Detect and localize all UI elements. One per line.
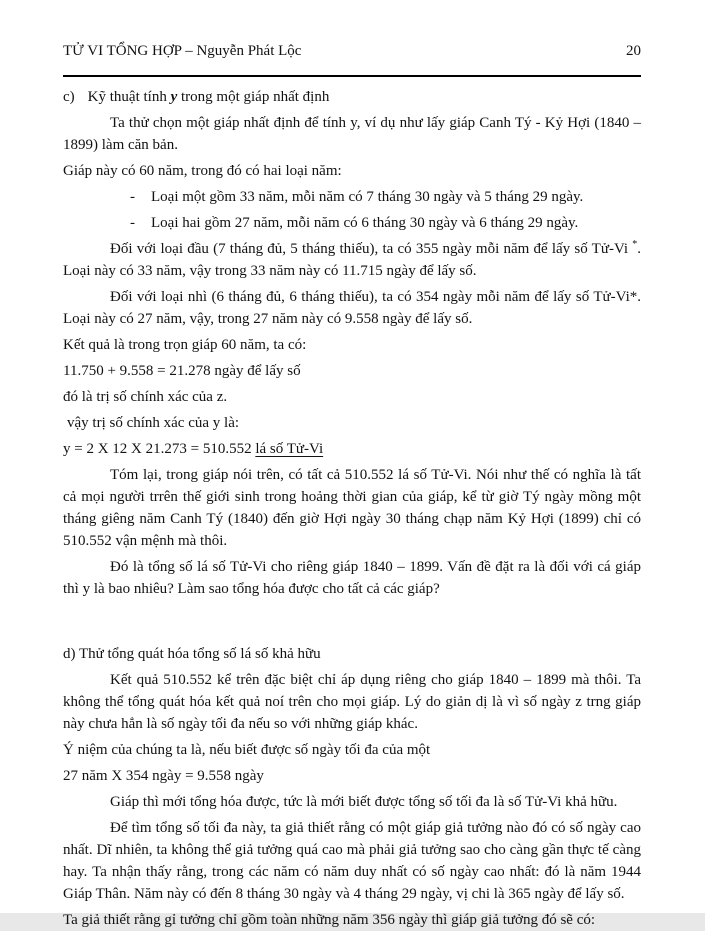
bullet-text: Loại hai gồm 27 năm, mỗi năm có 6 tháng 30 ngày và 6 tháng 29 ngày. — [151, 215, 579, 231]
footnote-asterisk: * — [632, 239, 638, 250]
paragraph-c6: đó là trị số chính xác của z. — [63, 389, 228, 405]
formula-y — [63, 438, 641, 460]
formula-y-expression: y = 2 X 12 X 21.273 = 510.552 — [63, 441, 256, 457]
paragraph-c7: vậy trị số chính xác của y là: — [67, 415, 240, 431]
section-c-heading — [63, 86, 641, 108]
list-item — [63, 212, 641, 234]
paragraph-c5: Kết quả là trong trọn giáp 60 năm, ta có: — [63, 337, 307, 353]
page-header — [63, 40, 641, 62]
paragraph-d1: Kết quả 510.552 kể trên đặc biệt chỉ áp dụng riêng cho giáp 1840 – 1899 mà thôi. Ta không thể tổng quát hóa kết quả noí trên cho mọi giáp. Lý do giản dị là vì số ngày z trng giáp này chưa hẳn là số ngày tối đa nếu so với những giáp khác. — [63, 672, 641, 732]
paragraph-c4: Đối với loại nhì (6 tháng đủ, 6 tháng thiếu), ta có 354 ngày mỗi năm để lấy số Tử-Vi*. Loại này có 27 năm, vậy, trong 27 năm này có 9.558 ngày để lấy số. — [63, 289, 641, 327]
paragraph-d4: Để tìm tổng số tối đa này, ta giả thiết rằng có một giáp giả tưởng nào đó có số ngày cao nhất. Dĩ nhiên, ta không thể giả tưởng quá cao mà phải giả tưởng sao cho càng gần thực tế càng hay. Ta nhận thấy rằng, trong các năm có năm duy nhất có số ngày cao nhất: đó là năm 1944 Giáp Thân. Năm này có đến 8 tháng 30 ngày và 4 tháng 29 ngày, vị chi là 365 ngày để lấy số. — [63, 820, 641, 902]
paragraph-c2: Giáp này có 60 năm, trong đó có hai loại năm: — [63, 163, 342, 179]
formula-y-underlined-label: lá số Tử-Vi — [255, 441, 324, 457]
bullet-dash: - — [130, 189, 135, 205]
paragraph-c1: Ta thử chọn một giáp nhất định để tính y, ví dụ như lấy giáp Canh Tý - Kỷ Hợi (1840 – 1899) làm căn bản. — [63, 115, 641, 153]
section-c-marker: c) — [63, 89, 75, 105]
section-c-title-post: trong một giáp nhất định — [177, 89, 330, 105]
paragraph-c9: Đó là tổng số lá số Tử-Vi cho riêng giáp 1840 – 1899. Vấn đề đặt ra là đối với cá giáp thì y là bao nhiêu? Làm sao tổng hóa được cho tất cả các giáp? — [63, 559, 641, 597]
paragraph-d3: Giáp thì mới tổng hóa được, tức là mới biết được tổng số tối đa là số Tử-Vi khả hữu. — [110, 794, 618, 810]
section-c-title-pre: Kỹ thuật tính — [87, 89, 171, 105]
paragraph-c8: Tóm lại, trong giáp nói trên, có tất cả 510.552 lá số Tử-Vi. Nói như thế có nghĩa là tất cả mọi người trrên thế giới sinh trong hoảng thời gian của giáp, kể từ giờ Tý ngày mồng một tháng giêng năm Canh Tý (1840) đến giờ Hợi ngày 30 tháng chạp năm Kỷ Hợi (1899) chỉ có 510.552 vận mệnh mà thôi. — [63, 467, 641, 549]
header-divider — [63, 75, 641, 77]
section-c-title-variable: y — [170, 89, 178, 105]
page-number: 20 — [626, 43, 641, 59]
paragraph-d2: Ý niệm của chúng ta là, nếu biết được số ngày tối đa của một — [63, 742, 431, 758]
paragraph-c3-post: . Loại này có 33 năm, vậy trong 33 năm này có 11.715 ngày để lấy số. — [63, 241, 641, 279]
book-title: TỬ VI TỔNG HỢP – Nguyễn Phát Lộc — [63, 43, 302, 59]
paragraph-c3 — [63, 238, 641, 282]
paragraph-d5: Ta giả thiết rằng gỉ tưởng chỉ gồm toàn những năm 356 ngày thì giáp giả tưởng đó sẽ có: — [63, 912, 596, 928]
formula-z: 11.750 + 9.558 = 21.278 ngày để lấy số — [63, 363, 301, 379]
formula-days: 27 năm X 354 ngày = 9.558 ngày — [63, 768, 264, 784]
bullet-text: Loại một gồm 33 năm, mỗi năm có 7 tháng 30 ngày và 5 tháng 29 ngày. — [151, 189, 584, 205]
paragraph-c3-pre: Đối với loại đầu (7 tháng đủ, 5 tháng thiếu), ta có 355 ngày mỗi năm để lấy số Tử-Vi — [110, 241, 633, 257]
list-item — [63, 186, 641, 208]
section-d-heading: d) Thử tổng quát hóa tổng số lá số khả hữu — [63, 646, 321, 662]
bullet-dash: - — [130, 215, 135, 231]
